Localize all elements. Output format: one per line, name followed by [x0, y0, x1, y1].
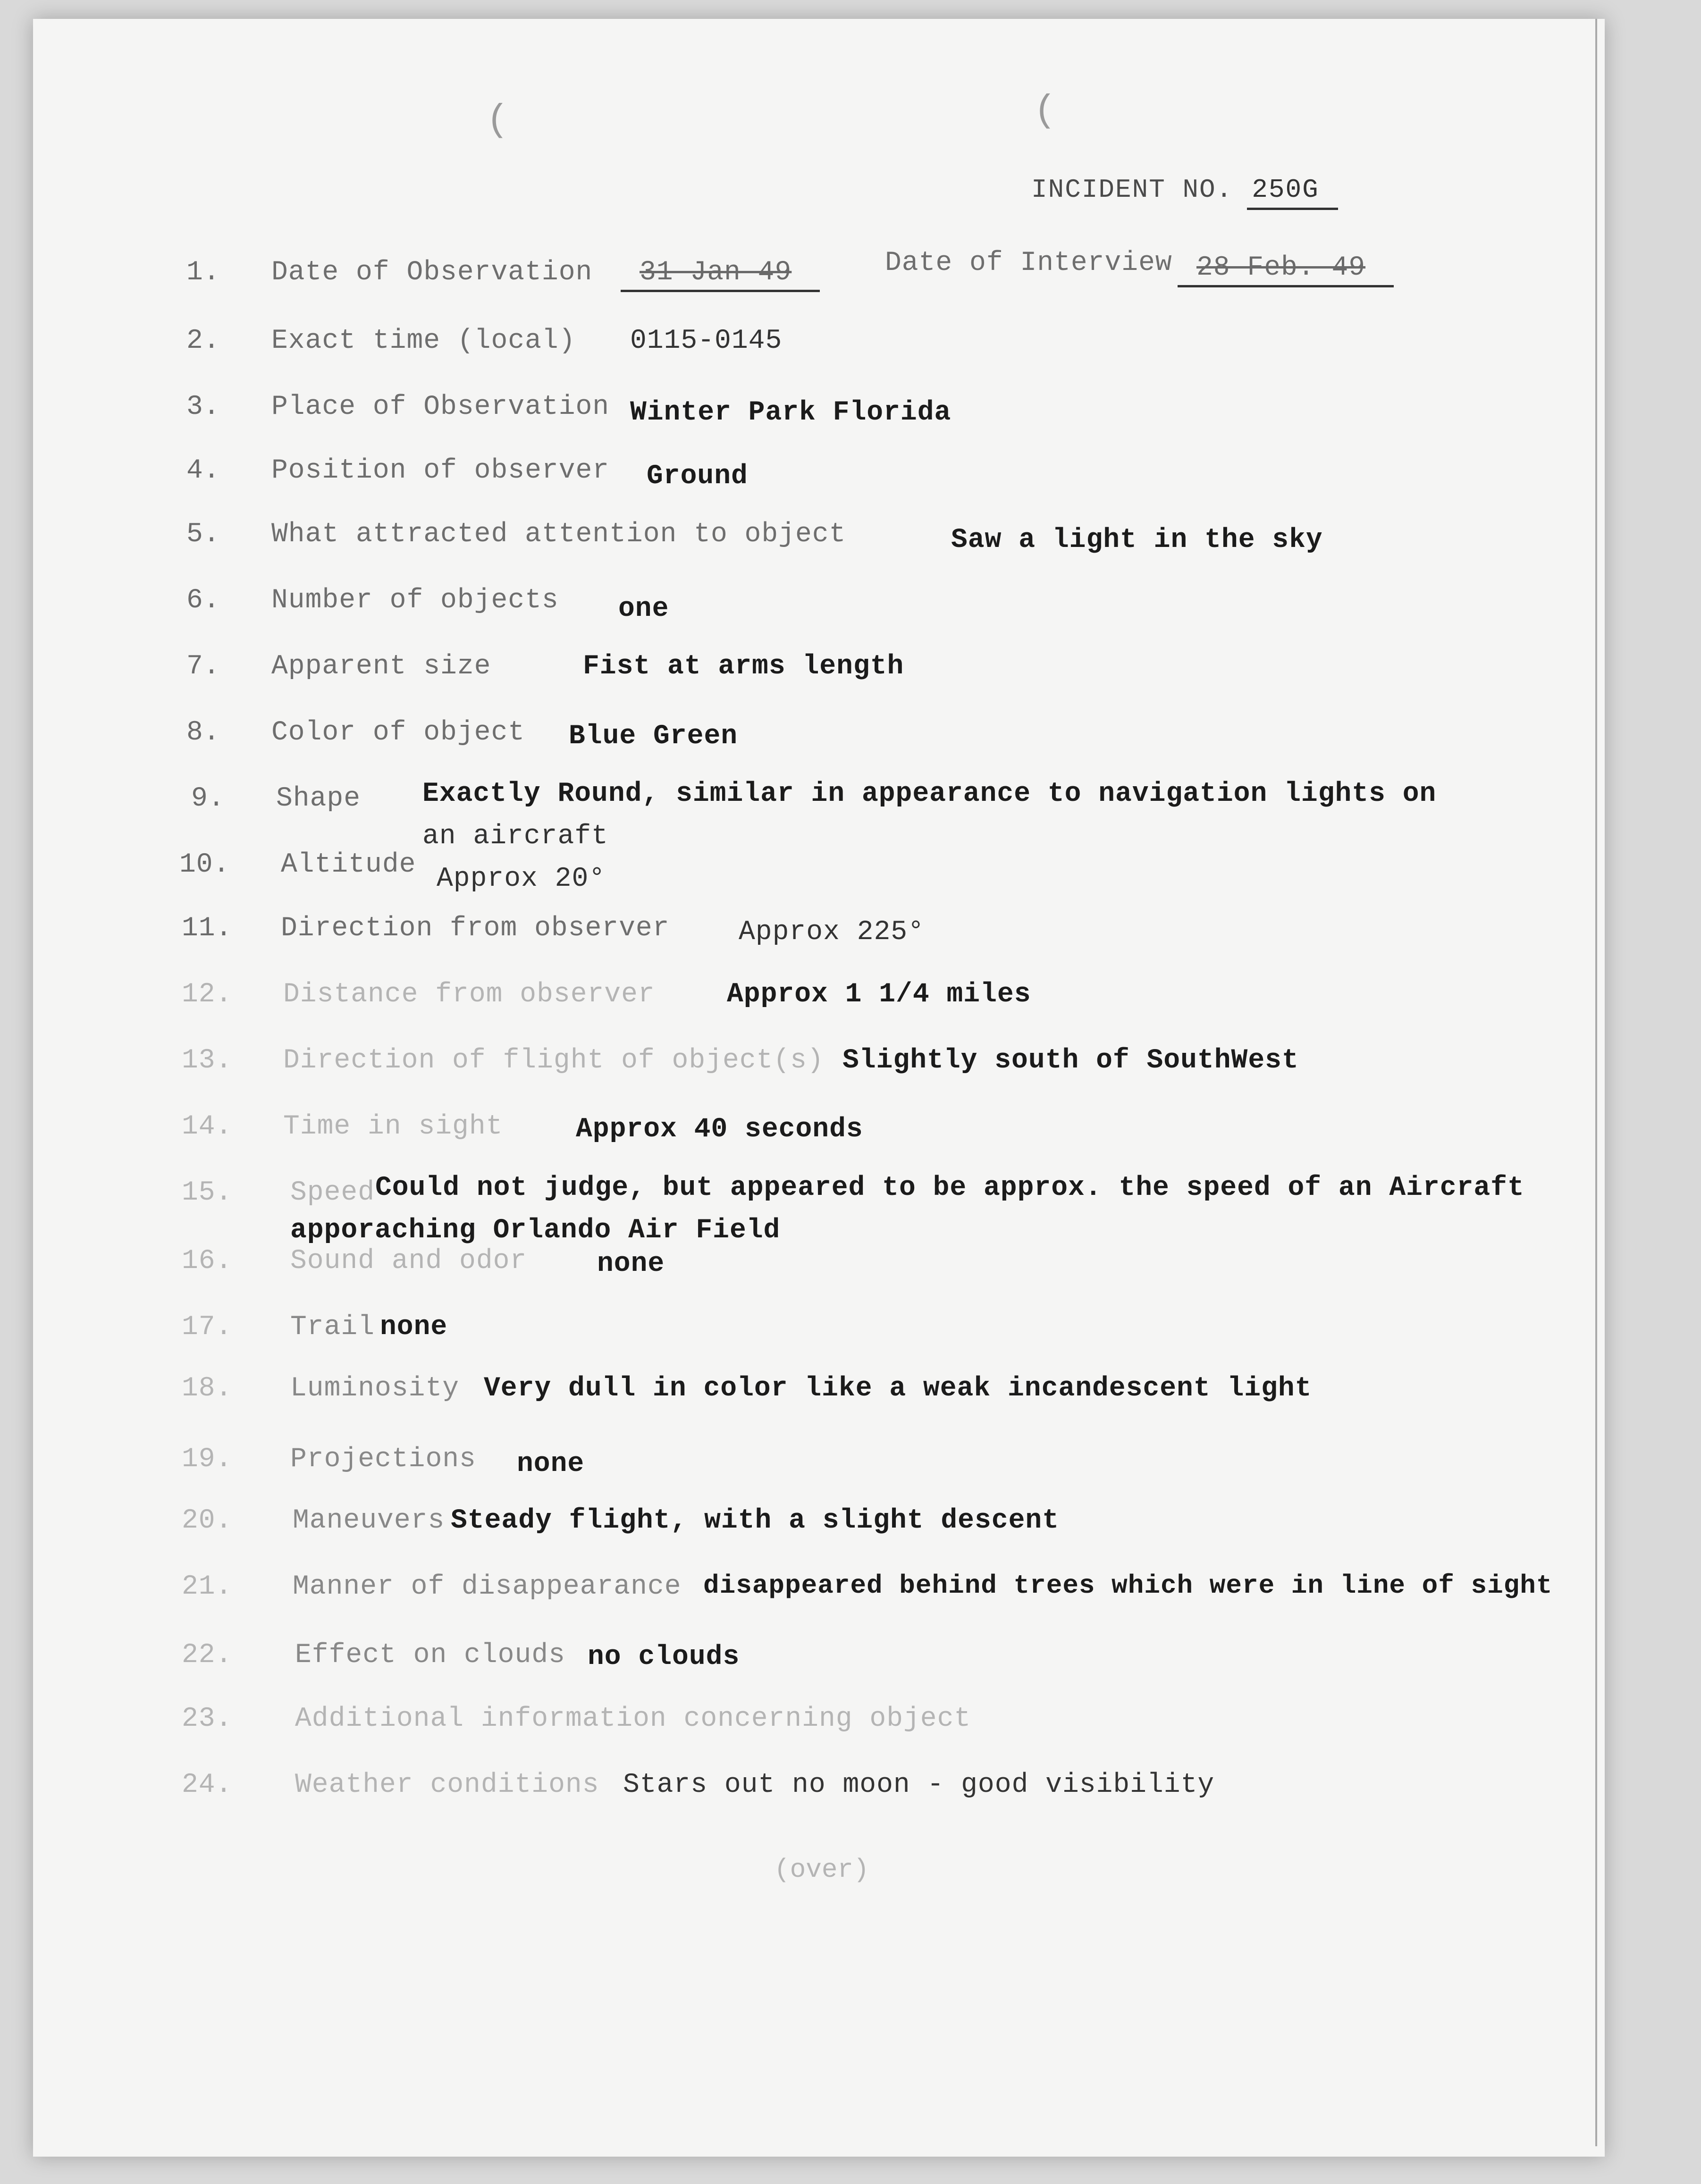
item-value: Stars out no moon - good visibility — [623, 1770, 1215, 1800]
item-value: Approx 20° — [437, 864, 606, 894]
item-number: 17. — [182, 1312, 233, 1343]
item-number: 5. — [186, 519, 220, 550]
item-number: 20. — [182, 1505, 233, 1536]
item-label: Shape — [276, 783, 361, 814]
item-number: 22. — [182, 1640, 233, 1671]
item-number: 15. — [182, 1177, 233, 1208]
item-value: Blue Green — [569, 721, 738, 752]
item-label: Apparent size — [271, 651, 491, 682]
item-value: Approx 225° — [739, 917, 925, 948]
item-number: 12. — [182, 979, 233, 1010]
item-number: 11. — [182, 913, 233, 944]
item-number: 3. — [186, 392, 220, 422]
item-label: Direction of flight of object(s) — [283, 1045, 824, 1076]
item-number: 14. — [182, 1111, 233, 1142]
item-value: Exactly Round, similar in appearance to navigation lights on — [422, 779, 1437, 809]
item-number: 10. — [179, 849, 230, 880]
item-number: 9. — [191, 783, 225, 814]
item-label: Additional information concerning object — [295, 1704, 971, 1734]
item-value: disappeared behind trees which were in line of sight — [703, 1571, 1553, 1601]
item-label: Time in sight — [283, 1111, 503, 1142]
item-label: Place of Observation — [271, 392, 610, 422]
item-label: Distance from observer — [283, 979, 655, 1010]
item-value: one — [618, 594, 669, 624]
item-label: Direction from observer — [281, 913, 670, 944]
item-value: no clouds — [588, 1642, 740, 1672]
item-value: none — [380, 1312, 448, 1343]
item-value: Saw a light in the sky — [951, 525, 1323, 555]
punch-mark: ( — [486, 99, 509, 142]
item-value: Very dull in color like a weak incandescent light — [484, 1373, 1312, 1404]
over-note: (over) — [774, 1855, 869, 1885]
incident-label: INCIDENT NO. — [1031, 175, 1233, 205]
item-label: Altitude — [281, 849, 416, 880]
item-number: 2. — [186, 326, 220, 356]
item-label: Number of objects — [271, 585, 559, 616]
item-value-line2: an aircraft — [422, 821, 608, 852]
item-label: Position of observer — [271, 455, 610, 486]
item-value: none — [597, 1249, 665, 1279]
interview-date-label: Date of Interview — [885, 248, 1172, 278]
observation-date: 31 Jan 49 — [621, 257, 820, 288]
document-page — [33, 19, 1605, 2157]
item-value: Approx 40 seconds — [576, 1114, 863, 1145]
interview-date: 28 Feb. 49 — [1178, 252, 1394, 283]
item-number: 19. — [182, 1444, 233, 1475]
item-number: 4. — [186, 455, 220, 486]
item-label: What attracted attention to object — [271, 519, 846, 550]
item-label: Color of object — [271, 717, 525, 748]
item-number: 8. — [186, 717, 220, 748]
item-number: 13. — [182, 1045, 233, 1076]
item-number: 6. — [186, 585, 220, 616]
item-label: Sound and odor — [290, 1246, 527, 1277]
item-value: Fist at arms length — [583, 651, 904, 682]
item-number: 1. — [186, 257, 220, 288]
item-value: 0115-0145 — [630, 326, 783, 356]
item-label: Luminosity — [290, 1373, 460, 1404]
item-value: Could not judge, but appeared to be approx. the speed of an Aircraft — [375, 1173, 1524, 1203]
item-label: Speed — [290, 1177, 375, 1208]
item-label: Exact time (local) — [271, 326, 576, 356]
punch-mark: ( — [1034, 90, 1057, 133]
item-number: 18. — [182, 1373, 233, 1404]
item-label: Date of Observation — [271, 257, 593, 288]
item-number: 21. — [182, 1571, 233, 1602]
item-number: 7. — [186, 651, 220, 682]
item-label: Manner of disappearance — [293, 1571, 682, 1602]
item-label: Effect on clouds — [295, 1640, 565, 1671]
item-value-line2: apporaching Orlando Air Field — [290, 1215, 781, 1246]
item-value: Ground — [647, 461, 748, 492]
item-number: 16. — [182, 1246, 233, 1277]
item-number: 23. — [182, 1704, 233, 1734]
item-value: none — [517, 1449, 585, 1479]
item-value: Steady flight, with a slight descent — [451, 1505, 1060, 1536]
item-label: Weather conditions — [295, 1770, 599, 1800]
incident-number: 250G — [1247, 175, 1338, 210]
item-label: Projections — [290, 1444, 476, 1475]
item-value: Winter Park Florida — [630, 397, 952, 428]
item-value: Approx 1 1/4 miles — [727, 979, 1031, 1010]
item-label: Trail — [290, 1312, 375, 1343]
item-number: 24. — [182, 1770, 233, 1800]
incident-number-header — [1031, 175, 1338, 210]
item-value: Slightly south of SouthWest — [842, 1045, 1299, 1076]
item-label: Maneuvers — [293, 1505, 445, 1536]
page-edge — [1595, 19, 1597, 2146]
